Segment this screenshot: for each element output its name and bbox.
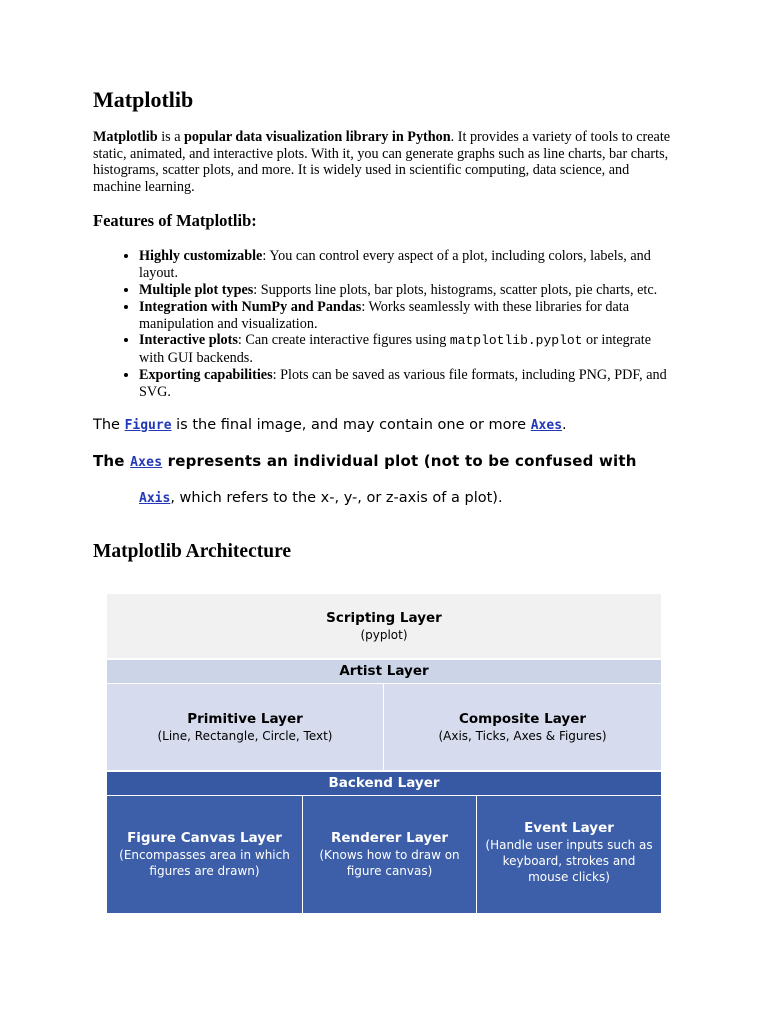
composite-layer-title: Composite Layer <box>458 710 587 727</box>
feature-label: Multiple plot types <box>139 281 254 298</box>
axes-link[interactable]: Axes <box>530 417 563 433</box>
features-list <box>93 248 678 400</box>
axes-link-2[interactable]: Axes <box>130 454 163 470</box>
figure-description <box>93 416 678 435</box>
intro-paragraph <box>93 129 678 195</box>
figure-line-pre: The <box>93 416 125 433</box>
axes-line-pre: The <box>93 451 131 470</box>
artist-layer-block <box>107 660 661 683</box>
renderer-layer-title: Renderer Layer <box>330 830 449 846</box>
axis-link[interactable]: Axis <box>139 490 171 506</box>
figure-line-mid: is the final image, and may contain one or more <box>171 416 531 433</box>
figure-line-post: . <box>562 416 567 433</box>
intro-text-rest: . It provides a variety of tools to create static, animated, and interactive plots. With it, you can generate graphs such as line charts, bar charts, histograms, scatter plots, and more. It is widely used in scientific computing, data science, and machine learning. <box>93 129 671 195</box>
page-title: Matplotlib <box>93 87 194 112</box>
event-layer-sub: (Handle user inputs such as keyboard, strokes and mouse clicks) <box>485 838 653 884</box>
composite-layer-block <box>384 684 661 770</box>
feature-text: : Can create interactive figures using <box>237 332 450 349</box>
architecture-heading: Matplotlib Architecture <box>93 540 292 562</box>
axes-description <box>93 452 678 472</box>
list-item <box>139 248 678 282</box>
axes-line-post: represents an individual plot (not to be confused with <box>162 451 637 470</box>
feature-label: Exporting capabilities <box>139 366 273 383</box>
composite-layer-sub: (Axis, Ticks, Axes & Figures) <box>438 728 607 743</box>
features-heading: Features of Matplotlib: <box>93 211 257 231</box>
feature-text: : You can control every aspect of a plot, including colors, labels, and layout. <box>139 248 651 282</box>
scripting-layer-sub: (pyplot) <box>360 627 408 642</box>
renderer-layer-sub: (Knows how to draw on figure canvas) <box>319 848 460 878</box>
intro-term: Matplotlib <box>93 129 158 145</box>
intro-bold-phrase: popular data visualization library in Python <box>184 129 451 145</box>
event-layer-title: Event Layer <box>524 820 614 836</box>
inline-code: matplotlib.pyplot <box>449 333 583 349</box>
feature-label: Interactive plots <box>139 332 238 349</box>
feature-text: : Works seamlessly with these libraries for data manipulation and visualization. <box>139 298 630 332</box>
primitive-layer-title: Primitive Layer <box>187 710 303 727</box>
figure-canvas-layer-title: Figure Canvas Layer <box>127 830 282 846</box>
renderer-layer-block <box>303 796 476 913</box>
feature-text: : Supports line plots, bar plots, histograms, scatter plots, pie charts, etc. <box>253 281 658 298</box>
list-item <box>139 282 678 299</box>
artist-layer-title: Artist Layer <box>339 663 429 679</box>
feature-label: Highly customizable <box>139 248 263 265</box>
axis-description <box>139 489 678 508</box>
document-body <box>93 86 678 564</box>
figure-canvas-layer-sub: (Encompasses area in which figures are drawn) <box>119 848 290 878</box>
feature-text-after: or integrate with GUI backends. <box>139 332 652 367</box>
figure-link[interactable]: Figure <box>124 417 172 433</box>
list-item <box>139 299 678 333</box>
list-item <box>139 332 678 367</box>
backend-layer-block <box>107 772 661 795</box>
event-layer-block <box>477 796 661 913</box>
primitive-layer-block <box>107 684 383 770</box>
architecture-diagram <box>107 594 661 913</box>
scripting-layer-title: Scripting Layer <box>326 609 442 626</box>
figure-canvas-layer-block <box>107 796 302 913</box>
feature-text: : Plots can be saved as various file formats, including PNG, PDF, and SVG. <box>139 366 667 400</box>
intro-text-pre: is a <box>157 129 185 145</box>
scripting-layer-block <box>107 594 661 658</box>
axis-line-post: , which refers to the x-, y-, or z-axis of a plot). <box>170 489 503 506</box>
feature-label: Integration with NumPy and Pandas <box>139 298 362 315</box>
backend-layer-title: Backend Layer <box>328 775 440 791</box>
list-item <box>139 367 678 401</box>
primitive-layer-sub: (Line, Rectangle, Circle, Text) <box>157 728 333 743</box>
